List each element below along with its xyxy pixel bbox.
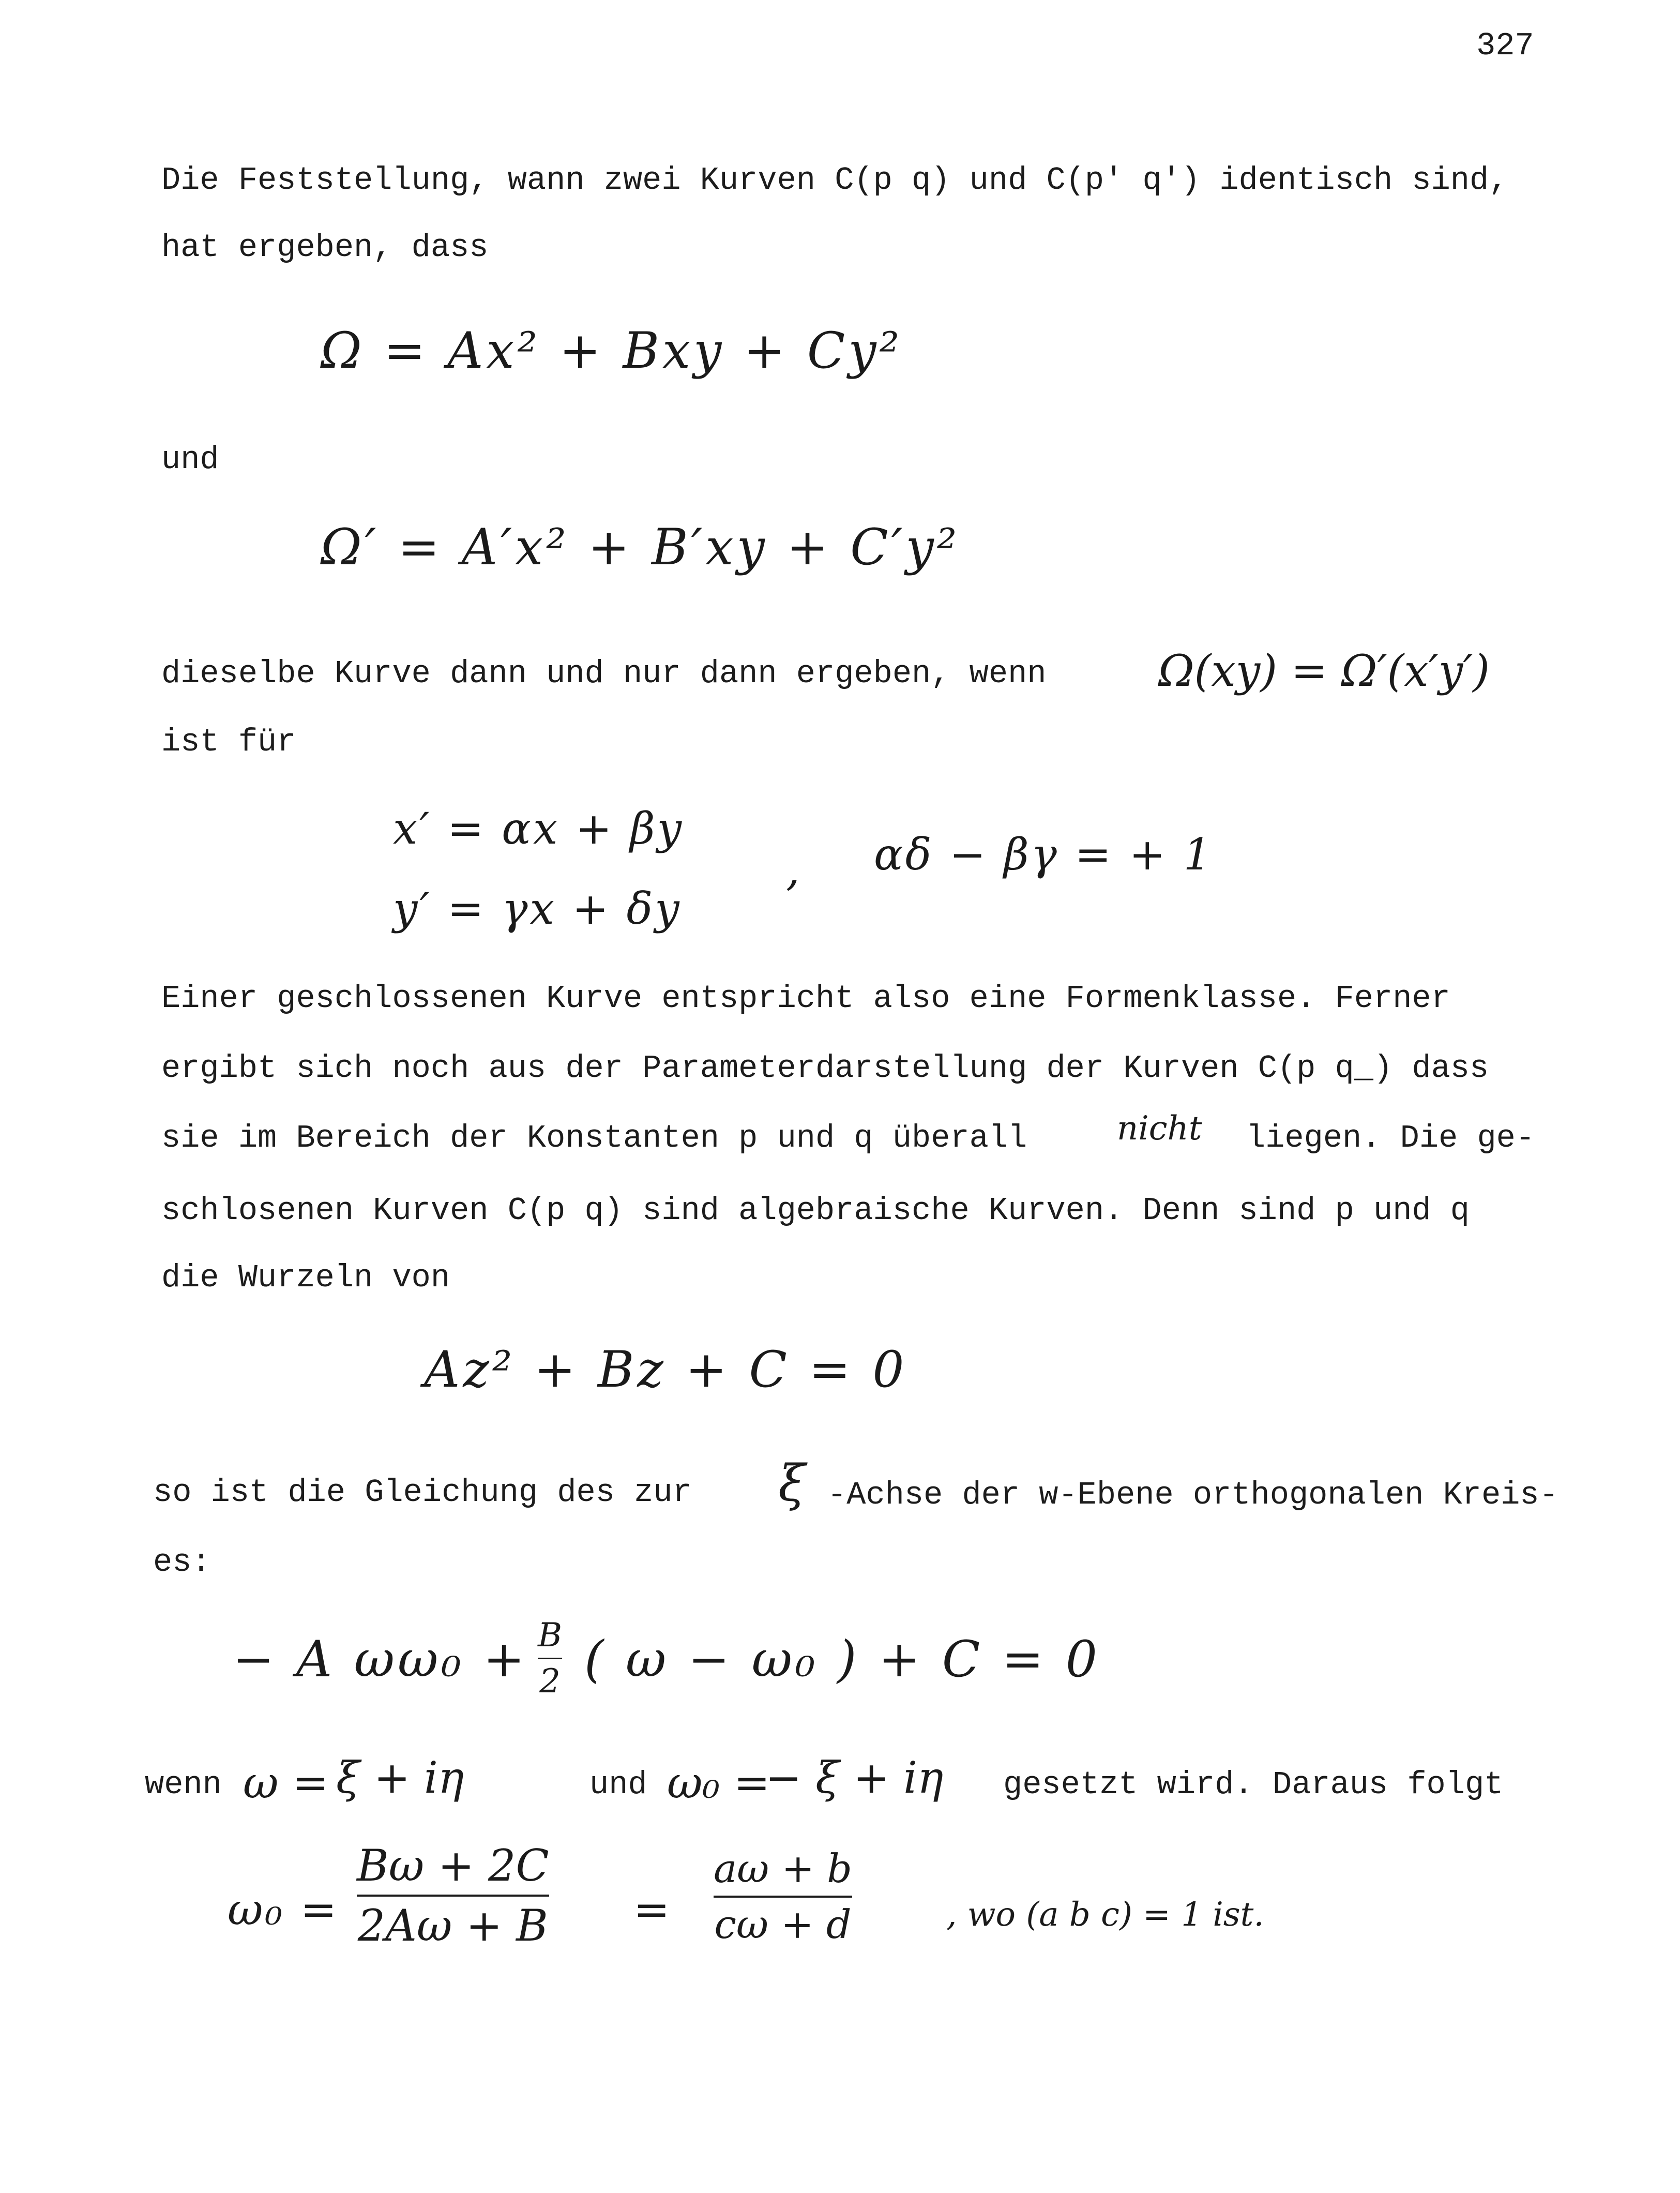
equation-transform-x: x′ = αx + βy — [393, 803, 684, 854]
text-line-bereich: sie im Bereich der Konstanten p und q überall — [161, 1120, 1027, 1156]
equation-condition: Ω(xy) = Ω′(x′y′) — [1158, 645, 1490, 696]
text-line-gleichung: so ist die Gleichung des zur — [153, 1474, 692, 1511]
fraction-moebius-num: aω + b — [714, 1845, 852, 1891]
fraction-moebius — [714, 1845, 852, 1947]
text-line-und: und — [161, 441, 219, 478]
text-line-und-2: und — [589, 1766, 647, 1803]
omega-definition: ξ + iη — [336, 1752, 464, 1803]
equation-omega-prime: Ω′ = A′x² + B′xy + C′y² — [321, 518, 960, 576]
fraction-moebius-den: cω + d — [714, 1901, 852, 1947]
equation-omega: Ω = Ax² + Bxy + Cy² — [321, 322, 903, 380]
text-line-dieselbe: dieselbe Kurve dann und nur dann ergeben, wenn — [161, 655, 1047, 692]
text-line-wenn: wenn — [145, 1766, 222, 1803]
fraction-main-num: Bω + 2C — [357, 1840, 549, 1891]
text-line-2: hat ergeben, dass — [161, 229, 489, 266]
text-line-achse: -Achse der w-Ebene orthogonalen Kreis- — [827, 1477, 1558, 1513]
transform-comma: , — [786, 845, 802, 895]
fraction-main-bar — [357, 1895, 549, 1897]
text-line-1: Die Feststellung, wann zwei Kurven C(p q) und C(p′ q′) identisch sind, — [161, 162, 1508, 199]
text-line-ergibt: ergibt sich noch aus der Parameterdarstellung der Kurven C(p q_) dass — [161, 1050, 1489, 1087]
text-line-schlosenen: schlosenen Kurven C(p q) sind algebraische Kurven. Denn sind p und q — [161, 1192, 1470, 1229]
xi-symbol: ξ — [778, 1454, 809, 1512]
text-line-wurzeln: die Wurzeln von — [161, 1259, 450, 1296]
page-number: 327 — [1476, 27, 1534, 64]
omega0-symbol: ω₀ = — [667, 1758, 770, 1808]
equation-circle-part2: ( ω − ω₀ ) + C = 0 — [584, 1630, 1100, 1688]
equation-quadratic: Az² + Bz + C = 0 — [424, 1341, 907, 1399]
omega-symbol: ω = — [243, 1758, 329, 1808]
text-line-ist-fuer: ist für — [161, 724, 296, 760]
fraction-b-half — [538, 1616, 562, 1701]
text-line-bereich-end: liegen. Die ge- — [1246, 1120, 1535, 1156]
fraction-main — [357, 1840, 549, 1951]
text-line-einer: Einer geschlossenen Kurve entspricht also eine Formenklasse. Ferner — [161, 980, 1450, 1017]
omega0-final-symbol: ω₀ = — [228, 1884, 339, 1935]
handwritten-nicht: nicht — [1117, 1109, 1202, 1148]
text-line-es: es: — [153, 1544, 211, 1581]
equation-circle-part1: − A ωω₀ + — [233, 1630, 528, 1688]
equation-transform-y: y′ = γx + δy — [393, 883, 682, 934]
fraction-b-half-den: 2 — [539, 1662, 561, 1701]
fraction-b-half-bar — [538, 1658, 562, 1659]
equation-determinant: αδ − βγ = + 1 — [874, 829, 1214, 880]
final-tail: , wo (a b c) = 1 ist. — [946, 1896, 1264, 1934]
fraction-moebius-bar — [714, 1896, 852, 1898]
equals-sign: = — [633, 1884, 672, 1935]
fraction-b-half-num: B — [538, 1616, 563, 1655]
fraction-main-den: 2Aω + B — [357, 1900, 548, 1951]
text-line-gesetzt: gesetzt wird. Daraus folgt — [1003, 1766, 1504, 1803]
omega0-definition: − ξ + iη — [765, 1752, 944, 1803]
